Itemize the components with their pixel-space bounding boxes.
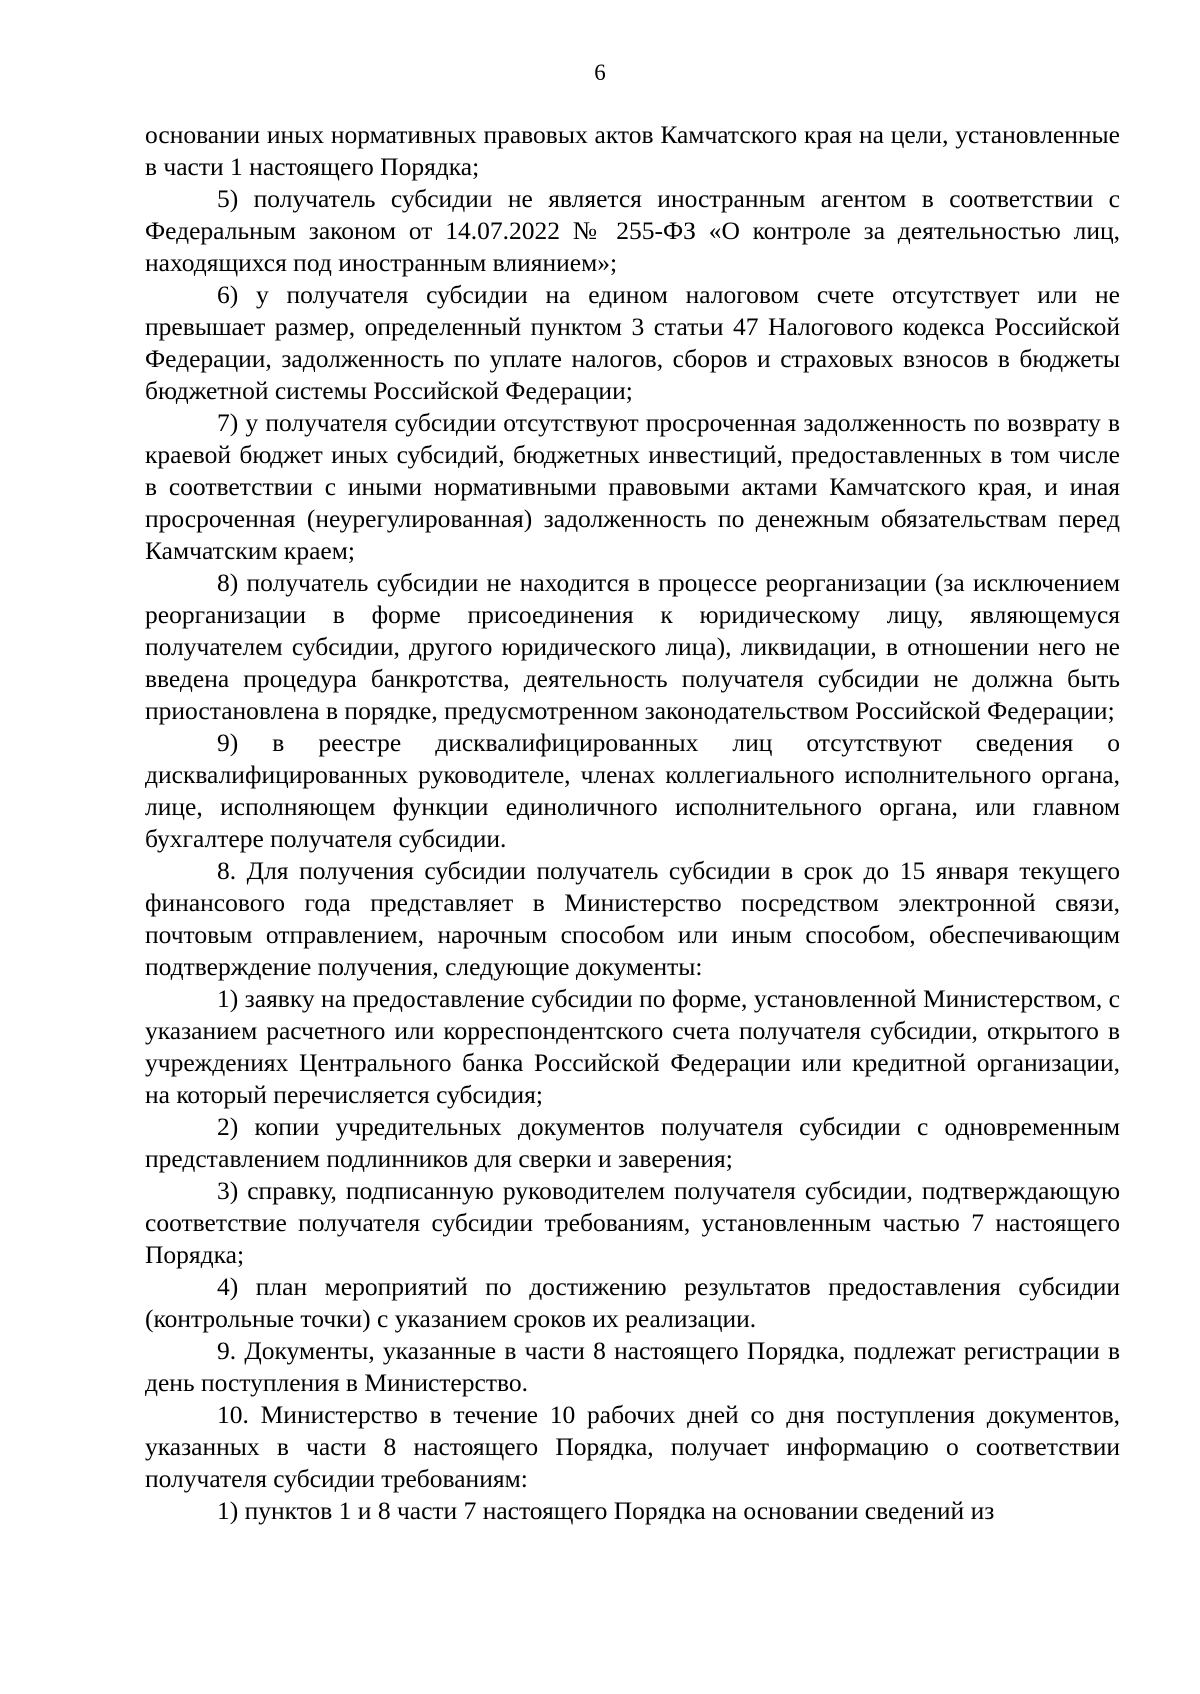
paragraph-section-9: 9. Документы, указанные в части 8 настоящего Порядка, подлежат регистрации в день поступления в Министерство. [145, 1336, 1120, 1397]
paragraph-section-8-item-3: 3) справку, подписанную руководителем получателя субсидии, подтверждающую соответствие получателя субсидии требованиям, установленным частью 7 настоящего Порядка; [145, 1176, 1120, 1269]
paragraph-item-9: 9) в реестре дисквалифицированных лиц отсутствуют сведения о дисквалифицированных руководителе, членах коллегиального исполнительного органа, лице, исполняющем функции единоличного исполнительного органа, или главном бухгалтере получателя субсидии. [145, 728, 1120, 853]
paragraph-section-8-item-1: 1) заявку на предоставление субсидии по форме, установленной Министерством, с указанием расчетного или корреспондентского счета получателя субсидии, открытого в учреждениях Центрального банка Российской Федерации или кредитной организации, на который перечисляется субсидия; [145, 984, 1120, 1109]
paragraph-continuation: основании иных нормативных правовых актов Камчатского края на цели, установленные в части 1 настоящего Порядка; [145, 120, 1120, 181]
paragraph-item-7: 7) у получателя субсидии отсутствуют просроченная задолженность по возврату в краевой бюджет иных субсидий, бюджетных инвестиций, предоставленных в том числе в соответствии с иными нормативными правовыми актами Камчатского края, и иная просроченная (неурегулированная) задолженность по денежным обязательствам перед Камчатским краем; [145, 408, 1120, 565]
page-number: 6 [594, 60, 606, 85]
paragraph-section-10: 10. Министерство в течение 10 рабочих дней со дня поступления документов, указанных в части 8 настоящего Порядка, получает информацию о соответствии получателя субсидии требованиям: [145, 1400, 1120, 1493]
paragraph-section-8-item-2: 2) копии учредительных документов получателя субсидии с одновременным представлением подлинников для сверки и заверения; [145, 1112, 1120, 1173]
paragraph-item-5: 5) получатель субсидии не является иностранным агентом в соответствии с Федеральным законом от 14.07.2022 № 255-ФЗ «О контроле за деятельностью лиц, находящихся под иностранным влиянием»; [145, 184, 1120, 277]
paragraph-section-8-item-4: 4) план мероприятий по достижению результатов предоставления субсидии (контрольные точки) с указанием сроков их реализации. [145, 1272, 1120, 1333]
paragraph-item-6: 6) у получателя субсидии на едином налоговом счете отсутствует или не превышает размер, определенный пунктом 3 статьи 47 Налогового кодекса Российской Федерации, задолженность по уплате налогов, сборов и страховых взносов в бюджеты бюджетной системы Российской Федерации; [145, 280, 1120, 405]
paragraph-section-8: 8. Для получения субсидии получатель субсидии в срок до 15 января текущего финансового года представляет в Министерство посредством электронной связи, почтовым отправлением, нарочным способом или иным способом, обеспечивающим подтверждение получения, следующие документы: [145, 856, 1120, 981]
paragraph-section-10-item-1: 1) пунктов 1 и 8 части 7 настоящего Порядка на основании сведений из [217, 1496, 995, 1525]
document-body [145, 119, 1120, 1527]
paragraph-item-8: 8) получатель субсидии не находится в процессе реорганизации (за исключением реорганизации в форме присоединения к юридическому лицу, являющемуся получателем субсидии, другого юридического лица), ликвидации, в отношении него не введена процедура банкротства, деятельность получателя субсидии не должна быть приостановлена в порядке, предусмотренном законодательством Российской Федерации; [145, 568, 1120, 725]
